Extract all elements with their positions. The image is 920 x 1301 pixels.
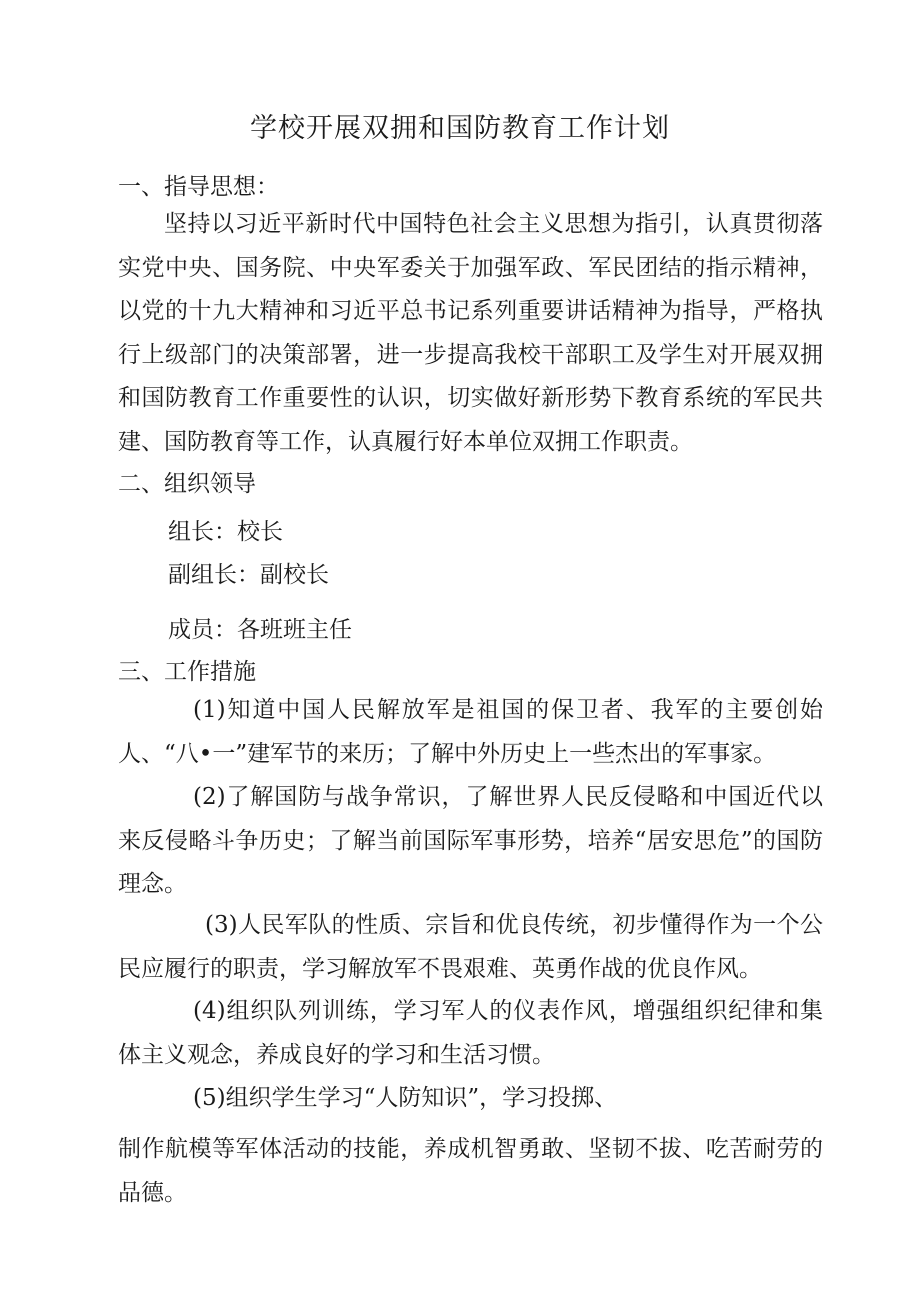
section-heading-measures: 三、工作措施: [118, 659, 256, 685]
section-heading-guiding-ideology: 一、指导思想：: [118, 174, 279, 200]
document-title: 学校开展双拥和国防教育工作计划: [250, 113, 670, 144]
measure-item-5-continuation: 制作航模等军体活动的技能，养成机智勇敢、坚韧不拔、吃苦耐劳的品德。: [118, 1136, 823, 1206]
organization-leader: 组长：校长: [168, 519, 283, 545]
organization-deputy-leader: 副组长：副校长: [168, 562, 329, 588]
section-heading-organization: 二、组织领导: [118, 471, 256, 497]
measure-item-3: (3)人民军队的性质、宗旨和优良传统，初步懂得作为一个公民应履行的职责，学习解放军不畏艰难、英勇作战的优良作风。: [118, 912, 823, 982]
guiding-ideology-paragraph: 坚持以习近平新时代中国特色社会主义思想为指引，认真贯彻落实党中央、国务院、中央军委关于加强军政、军民团结的指示精神，以党的十九大精神和习近平总书记系列重要讲话精神为指导，严格执行上级部门的决策部署，进一步提高我校干部职工及学生对开展双拥和国防教育工作重要性的认识，切实做好新形势下教育系统的军民共建、国防教育等工作，认真履行好本单位双拥工作职责。: [118, 211, 823, 455]
organization-members: 成员：各班班主任: [168, 617, 352, 643]
measure-item-2: (2)了解国防与战争常识，了解世界人民反侵略和中国近代以来反侵略斗争历史；了解当前国际军事形势，培养“居安思危”的国防理念。: [118, 784, 823, 897]
measure-item-1: (1)知道中国人民解放军是祖国的保卫者、我军的主要创始人、“八•一”建军节的来历；了解中外历史上一些杰出的军事家。: [118, 697, 823, 767]
measure-item-4: (4)组织队列训练，学习军人的仪表作风，增强组织纪律和集体主义观念，养成良好的学习和生活习惯。: [118, 998, 823, 1068]
measure-item-5: (5)组织学生学习“人防知识”，学习投掷、: [193, 1085, 618, 1111]
